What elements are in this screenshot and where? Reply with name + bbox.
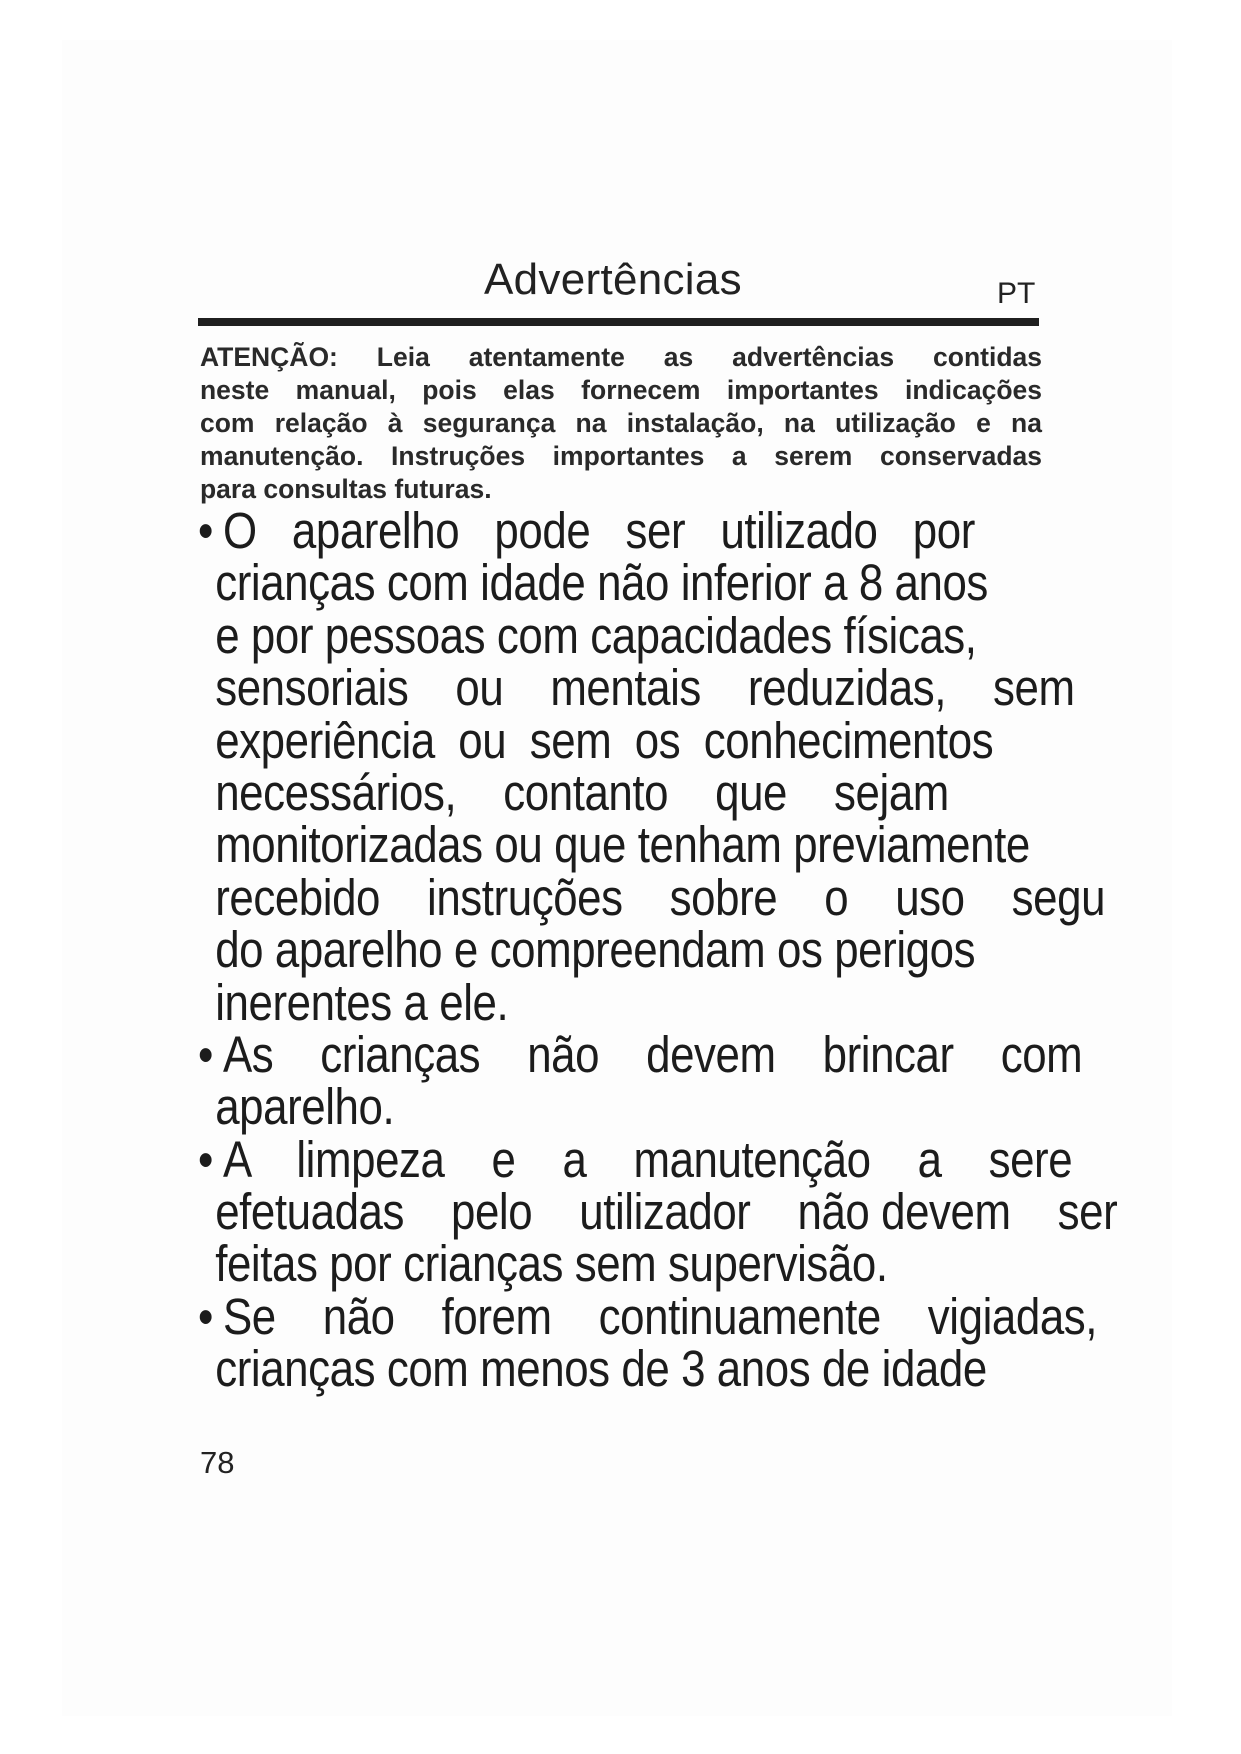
warning-text: sensoriais ou mentais reduzidas, sem (215, 659, 1075, 717)
warning-text: do aparelho e compreendam os perigos (215, 921, 976, 979)
warning-text: efetuadas pelo utilizador não devem ser (215, 1183, 1118, 1241)
warning-text: A limpeza e a manutenção a sere (222, 1130, 1073, 1188)
attention-line: para consultas futuras. (200, 474, 492, 504)
page-number: 78 (200, 1445, 235, 1480)
warning-text: O aparelho pode ser utilizado por (222, 502, 975, 559)
warning-text: inerentes a ele. (215, 973, 509, 1031)
section-title: Advertências (484, 255, 742, 304)
warning-text: crianças com menos de 3 anos de idade (215, 1340, 987, 1398)
warning-text: aparelho. (215, 1078, 395, 1136)
attention-line: ATENÇÃO: Leia atentamente as advertências contidas (200, 342, 1042, 372)
warning-text: necessários, contanto que sejam (215, 763, 949, 821)
header-rule (198, 318, 1039, 326)
warning-text: experiência ou sem os conhecimentos (215, 711, 994, 769)
warning-text: Se não forem continuamente vigiadas, (222, 1287, 1098, 1345)
bullet-marker: • (198, 1130, 213, 1188)
warning-text: recebido instruções sobre o uso segu (215, 868, 1106, 926)
attention-notice (200, 341, 1042, 506)
language-code: PT (997, 277, 1036, 310)
warning-text: e por pessoas com capacidades físicas, (215, 606, 977, 664)
warning-text: crianças com idade não inferior a 8 anos (215, 554, 988, 612)
warning-text: feitas por crianças sem supervisão. (215, 1235, 888, 1293)
warning-text: As crianças não devem brincar com (222, 1025, 1083, 1083)
bullet-marker: • (198, 1025, 213, 1083)
warning-text: monitorizadas ou que tenham previamente (215, 816, 1030, 874)
attention-line: neste manual, pois elas fornecem importantes indicações (200, 375, 1042, 405)
attention-line: manutenção. Instruções importantes a serem conservadas (200, 441, 1042, 471)
bullet-marker: • (198, 502, 213, 559)
attention-line: com relação à segurança na instalação, na utilização e na (200, 408, 1042, 438)
bullet-marker: • (198, 1287, 213, 1345)
